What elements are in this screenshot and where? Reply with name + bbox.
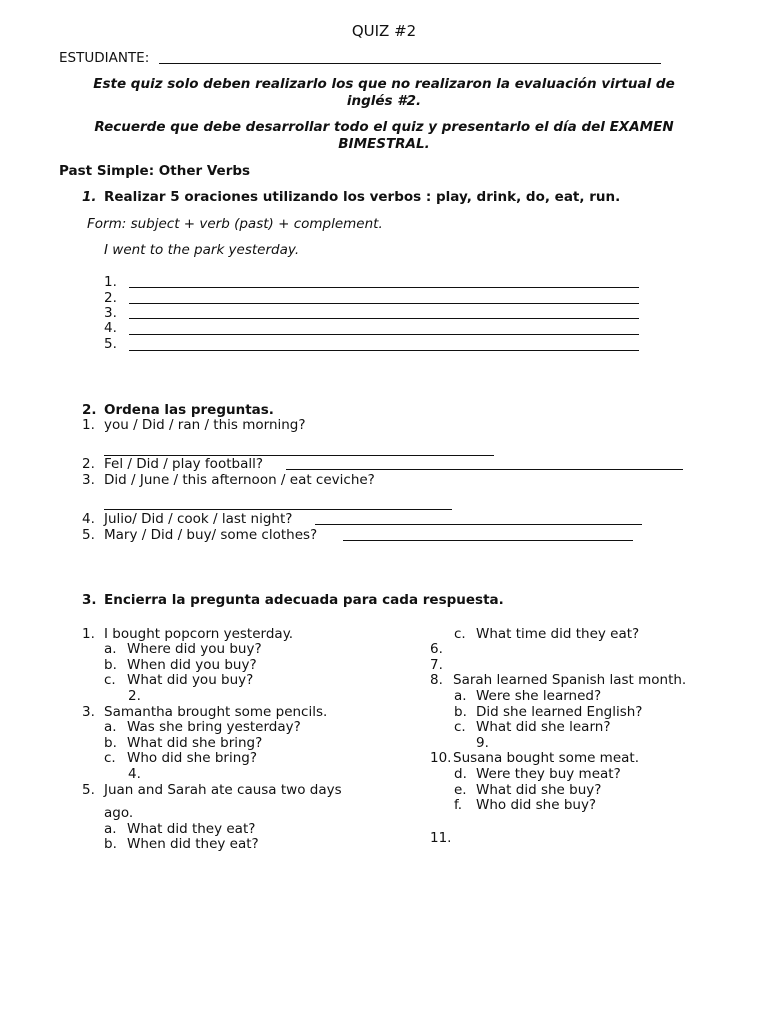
- option-letter: a.: [454, 688, 467, 704]
- question-number: 1.: [82, 626, 95, 642]
- quiz-title: QUIZ #2: [351, 22, 417, 40]
- order-item-text: you / Did / ran / this morning?: [104, 417, 306, 433]
- order-item-number: 3.: [82, 472, 95, 488]
- option-letter: c.: [104, 750, 116, 766]
- option-text[interactable]: Who did she bring?: [127, 750, 257, 766]
- option-text[interactable]: Were they buy meat?: [476, 766, 621, 782]
- section1-heading: Realizar 5 oraciones utilizando los verbos : play, drink, do, eat, run.: [104, 189, 621, 205]
- option-letter: b.: [104, 836, 117, 852]
- option-text[interactable]: Was she bring yesterday?: [127, 719, 301, 735]
- question-number: 10.: [430, 750, 452, 766]
- option-letter: c.: [454, 626, 466, 642]
- answer-line-4[interactable]: [129, 334, 639, 335]
- option-text[interactable]: What did she buy?: [476, 782, 602, 798]
- section1-number: 1.: [82, 189, 97, 205]
- question-text: Sarah learned Spanish last month.: [453, 672, 687, 688]
- option-text[interactable]: What did she learn?: [476, 719, 611, 735]
- option-letter: a.: [104, 719, 117, 735]
- question-number: 2.: [128, 688, 141, 704]
- instruction-line-1a: Este quiz solo deben realizarlo los que no realizaron la evaluación virtual de: [93, 76, 675, 92]
- instruction-line-2a: Recuerde que debe desarrollar todo el quiz y presentarlo el día del EXAMEN: [94, 119, 674, 135]
- answer-line-1[interactable]: [129, 287, 639, 288]
- option-letter: c.: [454, 719, 466, 735]
- instruction-line-1b: inglés #2.: [346, 93, 422, 109]
- answer-line-number: 3.: [104, 305, 117, 321]
- option-text[interactable]: Where did you buy?: [127, 641, 262, 657]
- order-answer-blank-2[interactable]: [286, 469, 683, 470]
- option-letter: b.: [454, 704, 467, 720]
- option-letter: c.: [104, 672, 116, 688]
- answer-line-5[interactable]: [129, 350, 639, 351]
- order-item-text: Fel / Did / play football?: [104, 456, 264, 472]
- section1-form: Form: subject + verb (past) + complement.: [87, 216, 383, 232]
- order-answer-blank-5[interactable]: [343, 540, 633, 541]
- question-number: 8.: [430, 672, 443, 688]
- answer-line-number: 4.: [104, 320, 117, 336]
- order-item-text: Mary / Did / buy/ some clothes?: [104, 527, 318, 543]
- question-text-continued: ago.: [104, 805, 134, 821]
- option-text[interactable]: Did she learned English?: [476, 704, 643, 720]
- answer-line-3[interactable]: [129, 318, 639, 319]
- order-answer-blank-4[interactable]: [315, 524, 642, 525]
- option-letter: a.: [104, 641, 117, 657]
- question-text: Samantha brought some pencils.: [104, 704, 328, 720]
- question-number: 9.: [476, 735, 489, 751]
- option-letter: b.: [104, 657, 117, 673]
- order-item-number: 2.: [82, 456, 95, 472]
- option-text[interactable]: When did they eat?: [127, 836, 259, 852]
- answer-line-number: 5.: [104, 336, 117, 352]
- option-text[interactable]: What did they eat?: [127, 821, 256, 837]
- section2-heading: Ordena las preguntas.: [104, 402, 274, 418]
- section3-number: 3.: [82, 592, 97, 608]
- option-text[interactable]: What did she bring?: [127, 735, 263, 751]
- option-letter: d.: [454, 766, 467, 782]
- option-letter: b.: [104, 735, 117, 751]
- section2-number: 2.: [82, 402, 97, 418]
- order-item-text: Did / June / this afternoon / eat ceviche?: [104, 472, 375, 488]
- option-letter: f.: [454, 797, 463, 813]
- order-item-number: 4.: [82, 511, 95, 527]
- section3-heading: Encierra la pregunta adecuada para cada respuesta.: [104, 592, 504, 608]
- option-text[interactable]: What did you buy?: [127, 672, 254, 688]
- instruction-line-2b: BIMESTRAL.: [338, 136, 430, 152]
- order-item-text: Julio/ Did / cook / last night?: [104, 511, 293, 527]
- option-text[interactable]: Were she learned?: [476, 688, 602, 704]
- question-number: 11.: [430, 830, 452, 846]
- answer-line-2[interactable]: [129, 303, 639, 304]
- option-text[interactable]: When did you buy?: [127, 657, 257, 673]
- order-answer-blank-3[interactable]: [104, 509, 452, 510]
- option-letter: e.: [454, 782, 467, 798]
- student-label: ESTUDIANTE:: [59, 50, 150, 66]
- topic-heading: Past Simple: Other Verbs: [59, 163, 251, 179]
- order-item-number: 5.: [82, 527, 95, 543]
- question-number: 5.: [82, 782, 95, 798]
- question-text: I bought popcorn yesterday.: [104, 626, 294, 642]
- question-number: 3.: [82, 704, 95, 720]
- section1-example: I went to the park yesterday.: [104, 242, 300, 258]
- answer-line-number: 1.: [104, 274, 117, 290]
- order-item-number: 1.: [82, 417, 95, 433]
- question-text: Juan and Sarah ate causa two days: [104, 782, 342, 798]
- option-text[interactable]: Who did she buy?: [476, 797, 597, 813]
- question-number: 4.: [128, 766, 141, 782]
- question-number: 7.: [430, 657, 443, 673]
- answer-line-number: 2.: [104, 290, 117, 306]
- question-number: 6.: [430, 641, 443, 657]
- student-name-blank[interactable]: [159, 63, 661, 64]
- option-letter: a.: [104, 821, 117, 837]
- option-text[interactable]: What time did they eat?: [476, 626, 640, 642]
- question-text: Susana bought some meat.: [453, 750, 640, 766]
